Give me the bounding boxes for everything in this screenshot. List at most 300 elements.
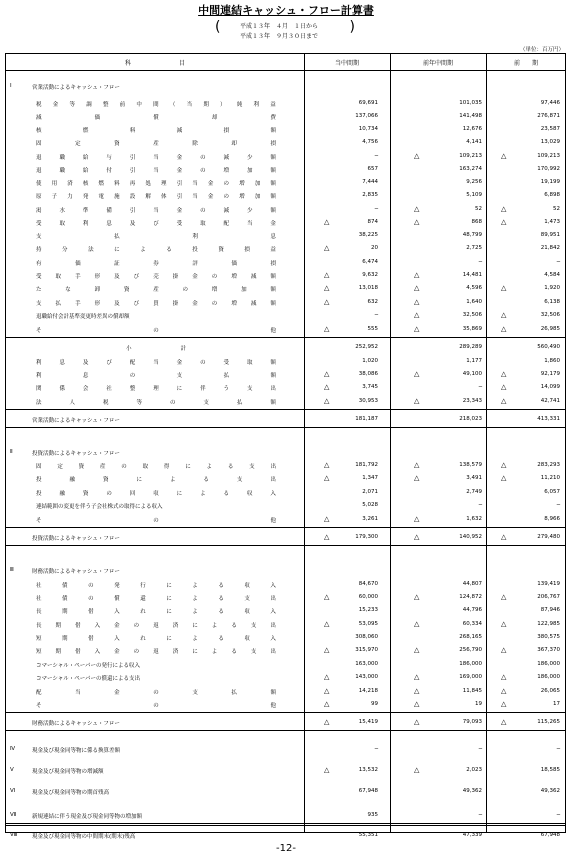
value-prev-interim: 32,506 (462, 312, 482, 318)
period-range (215, 19, 355, 43)
row-label: 社 債 の 償 還 に よ る 支 出 (36, 596, 276, 602)
value-current: 252,952 (355, 344, 378, 350)
table-row (6, 460, 565, 472)
value-prev-year: 170,992 (537, 166, 560, 172)
value-prev-interim: 101,035 (459, 100, 482, 106)
negative-triangle-icon: △ (501, 152, 507, 160)
row-label: 受 取 利 息 及 び 受 取 配 当 金 (36, 221, 276, 227)
negative-triangle-icon: △ (414, 533, 420, 541)
table-row (6, 124, 565, 136)
value-current: 38,225 (358, 232, 378, 238)
value-current: 14,218 (358, 688, 378, 694)
value-prev-year: ─ (556, 746, 560, 752)
value-prev-interim: 289,289 (459, 344, 482, 350)
value-prev-interim: 169,000 (459, 674, 482, 680)
value-current: 5,028 (362, 502, 378, 508)
table-row (6, 765, 565, 777)
negative-triangle-icon: △ (324, 218, 330, 226)
value-current: 13,532 (358, 767, 378, 773)
negative-triangle-icon: △ (324, 673, 330, 681)
section-number: Ⅳ (10, 746, 16, 752)
value-prev-interim: 14,481 (462, 272, 482, 278)
value-prev-year: 87,946 (540, 607, 560, 613)
value-prev-year: 17 (553, 701, 560, 707)
value-current: ─ (374, 746, 378, 752)
negative-triangle-icon: △ (501, 718, 507, 726)
negative-triangle-icon: △ (414, 152, 420, 160)
value-prev-year: 23,587 (540, 126, 560, 132)
row-label: 小 計 (126, 346, 186, 352)
value-prev-year: 560,490 (537, 344, 560, 350)
value-prev-interim: 1,632 (466, 516, 482, 522)
value-prev-year: 6,138 (544, 299, 560, 305)
value-current: 13,018 (358, 285, 378, 291)
negative-triangle-icon: △ (324, 474, 330, 482)
value-current: 30,953 (358, 398, 378, 404)
row-separator (6, 427, 565, 428)
value-prev-interim: 11,845 (462, 688, 482, 694)
table-row (6, 243, 565, 255)
table-row (6, 786, 565, 798)
value-current: 143,000 (355, 674, 378, 680)
value-prev-interim: 5,109 (466, 192, 482, 198)
table-row (6, 532, 565, 544)
value-prev-interim: ─ (478, 384, 482, 390)
row-label: 固 定 資 産 の 取 得 に よ る 支 出 (36, 464, 276, 470)
value-prev-interim: 35,869 (462, 326, 482, 332)
value-prev-year: 206,767 (537, 594, 560, 600)
row-label: 連結範囲の変更を伴う子会社株式の取得による収入 (36, 504, 163, 510)
value-current: ─ (374, 153, 378, 159)
negative-triangle-icon: △ (324, 700, 330, 708)
row-label: 財務活動によるキャッシュ・フロー (32, 721, 120, 727)
row-label: 税 金 等 調 整 前 中 間 （ 当 期 ） 純 利 益 (36, 102, 276, 108)
value-current: 60,000 (358, 594, 378, 600)
negative-triangle-icon: △ (414, 311, 420, 319)
table-row (6, 151, 565, 163)
table-row (6, 565, 565, 577)
value-current: 163,000 (355, 661, 378, 667)
value-prev-interim: 186,000 (459, 661, 482, 667)
value-prev-year: 279,480 (537, 534, 560, 540)
value-current: 555 (367, 326, 378, 332)
value-prev-year: 139,419 (537, 581, 560, 587)
value-current: 9,632 (362, 272, 378, 278)
table-row (6, 177, 565, 189)
header-subject: 科 目 (124, 60, 185, 67)
value-current: 10,734 (358, 126, 378, 132)
negative-triangle-icon: △ (501, 646, 507, 654)
row-label: 配 当 金 の 支 払 額 (36, 690, 276, 696)
negative-triangle-icon: △ (324, 461, 330, 469)
negative-triangle-icon: △ (324, 766, 330, 774)
value-current: 2,071 (362, 489, 378, 495)
row-label: 有 価 証 券 評 価 損 (36, 261, 276, 267)
row-label: 投資活動によるキャッシュ・フロー (32, 451, 120, 457)
value-prev-year: 97,446 (540, 100, 560, 106)
value-current: 15,233 (358, 607, 378, 613)
header-prev-interim: 前年中間期 (422, 60, 453, 67)
value-prev-interim: 23,343 (462, 398, 482, 404)
cash-flow-table (5, 53, 566, 840)
value-prev-year: 1,473 (544, 219, 560, 225)
table-row (6, 217, 565, 229)
row-label: 関 係 会 社 整 理 に 伴 う 支 出 (36, 386, 276, 392)
row-label: 現金及び現金同等物の中間期末(期末)残高 (32, 834, 136, 840)
row-label: 退 職 給 与 引 当 金 の 減 少 額 (36, 155, 276, 161)
row-label: コマーシャル・ペーパーの償還による支出 (36, 676, 141, 682)
table-row (6, 230, 565, 242)
value-prev-interim: 47,339 (462, 832, 482, 838)
value-current: 874 (367, 219, 378, 225)
value-prev-year: 19,199 (540, 179, 560, 185)
negative-triangle-icon: △ (414, 205, 420, 213)
negative-triangle-icon: △ (501, 325, 507, 333)
table-row (6, 342, 565, 354)
negative-triangle-icon: △ (501, 461, 507, 469)
value-prev-interim: 44,796 (462, 607, 482, 613)
value-prev-year: 283,293 (537, 462, 560, 468)
value-current: 20 (371, 245, 378, 251)
negative-triangle-icon: △ (501, 474, 507, 482)
value-prev-year: 1,860 (544, 358, 560, 364)
row-label: 現金及び現金同等物に係る換算差額 (32, 748, 121, 754)
value-current: 1,347 (362, 475, 378, 481)
row-label: 投資活動によるキャッシュ・フロー (32, 536, 120, 542)
value-current: 3,745 (362, 384, 378, 390)
value-prev-year: 13,029 (540, 139, 560, 145)
table-row (6, 81, 565, 93)
row-label: そ の 他 (36, 518, 276, 524)
value-prev-interim: 4,596 (466, 285, 482, 291)
value-current: 84,670 (358, 581, 378, 587)
negative-triangle-icon: △ (501, 687, 507, 695)
value-current: 2,835 (362, 192, 378, 198)
negative-triangle-icon: △ (324, 370, 330, 378)
section-number: Ⅵ (10, 788, 16, 794)
row-separator (6, 337, 565, 338)
section-number: Ⅶ (10, 812, 17, 818)
value-prev-year: 186,000 (537, 661, 560, 667)
row-label: 新規連結に伴う現金及び現金同等物の増加額 (32, 814, 143, 820)
value-prev-interim: 138,579 (459, 462, 482, 468)
negative-triangle-icon: △ (324, 533, 330, 541)
row-label: 持 分 法 に よ る 投 資 損 益 (36, 247, 276, 253)
negative-triangle-icon: △ (501, 218, 507, 226)
negative-triangle-icon: △ (414, 718, 420, 726)
value-current: 137,066 (355, 113, 378, 119)
table-row (6, 369, 565, 381)
value-prev-year: 42,741 (540, 398, 560, 404)
value-prev-interim: 140,952 (459, 534, 482, 540)
row-label: 使 用 済 核 燃 料 再 処 理 引 当 金 の 増 加 額 (36, 181, 276, 187)
value-prev-year: 67,948 (540, 832, 560, 838)
value-current: 181,187 (355, 416, 378, 422)
value-prev-interim: 141,498 (459, 113, 482, 119)
value-prev-year: 109,213 (537, 153, 560, 159)
page-title: 中間連結キャッシュ・フロー計算書 (198, 4, 374, 17)
value-prev-year: 8,966 (544, 516, 560, 522)
header-current: 当中間期 (334, 60, 359, 67)
row-label: 現金及び現金同等物の期首残高 (32, 790, 110, 796)
table-row (6, 645, 565, 657)
row-separator (6, 409, 565, 410)
row-label: 営業活動によるキャッシュ・フロー (32, 418, 120, 424)
table-row (6, 356, 565, 368)
value-prev-interim: 868 (471, 219, 482, 225)
value-current: 308,060 (355, 634, 378, 640)
negative-triangle-icon: △ (501, 370, 507, 378)
value-prev-interim: 268,165 (459, 634, 482, 640)
table-row (6, 414, 565, 426)
row-label: コマーシャル・ペーパーの発行による収入 (36, 663, 141, 669)
negative-triangle-icon: △ (501, 397, 507, 405)
table-row (6, 605, 565, 617)
value-prev-interim: 48,799 (462, 232, 482, 238)
value-prev-interim: ─ (478, 746, 482, 752)
negative-triangle-icon: △ (414, 620, 420, 628)
table-row (6, 592, 565, 604)
row-label: 利 息 及 び 配 当 金 の 受 取 額 (36, 360, 276, 366)
negative-triangle-icon: △ (324, 593, 330, 601)
negative-triangle-icon: △ (324, 620, 330, 628)
value-prev-interim: 163,274 (459, 166, 482, 172)
row-label: 支 払 手 形 及 び 買 掛 金 の 増 減 額 (36, 301, 276, 307)
table-header (6, 54, 565, 71)
table-row (6, 190, 565, 202)
unit-note: （単位：百万円） (519, 47, 564, 53)
value-prev-year: ─ (556, 502, 560, 508)
row-label: 利 息 の 支 払 額 (36, 373, 276, 379)
row-label: 核 燃 料 減 損 額 (36, 128, 276, 134)
negative-triangle-icon: △ (324, 325, 330, 333)
value-prev-year: 52 (553, 206, 560, 212)
negative-triangle-icon: △ (414, 515, 420, 523)
row-label: 現金及び現金同等物の増減額 (32, 769, 104, 775)
row-label: 減 価 償 却 費 (36, 115, 276, 121)
row-label: た な 卸 資 産 の 増 加 額 (36, 287, 276, 293)
negative-triangle-icon: △ (324, 718, 330, 726)
page-number: -12- (276, 843, 296, 854)
negative-triangle-icon: △ (414, 218, 420, 226)
negative-triangle-icon: △ (501, 593, 507, 601)
negative-triangle-icon: △ (501, 383, 507, 391)
negative-triangle-icon: △ (414, 700, 420, 708)
table-row (6, 717, 565, 729)
section-number: Ⅰ (10, 83, 12, 89)
row-label: 財務活動によるキャッシュ・フロー (32, 569, 120, 575)
value-prev-year: 6,898 (544, 192, 560, 198)
value-prev-year: 122,985 (537, 621, 560, 627)
row-separator (6, 545, 565, 546)
period-start: 平成１３年 ４月 １日から (240, 23, 319, 30)
value-prev-interim: 44,807 (462, 581, 482, 587)
value-current: 53,095 (358, 621, 378, 627)
row-label: 固 定 資 産 除 却 損 (36, 141, 276, 147)
value-prev-interim: 256,790 (459, 647, 482, 653)
value-current: 1,020 (362, 358, 378, 364)
row-label: そ の 他 (36, 703, 276, 709)
value-prev-year: 6,057 (544, 489, 560, 495)
value-current: 99 (371, 701, 378, 707)
negative-triangle-icon: △ (414, 646, 420, 654)
value-prev-year: 26,985 (540, 326, 560, 332)
value-prev-year: 11,210 (540, 475, 560, 481)
negative-triangle-icon: △ (501, 284, 507, 292)
value-current: 3,261 (362, 516, 378, 522)
negative-triangle-icon: △ (414, 271, 420, 279)
negative-triangle-icon: △ (324, 298, 330, 306)
table-row (6, 111, 565, 123)
negative-triangle-icon: △ (414, 687, 420, 695)
row-separator (6, 823, 565, 826)
row-label: 社 債 の 発 行 に よ る 収 入 (36, 583, 276, 589)
negative-triangle-icon: △ (324, 271, 330, 279)
table-row (6, 514, 565, 526)
value-prev-year: 92,179 (540, 371, 560, 377)
row-separator (6, 730, 565, 731)
value-prev-interim: ─ (478, 259, 482, 265)
value-prev-year: 1,920 (544, 285, 560, 291)
value-prev-interim: 4,141 (466, 139, 482, 145)
value-prev-year: 32,506 (540, 312, 560, 318)
value-prev-year: 413,331 (537, 416, 560, 422)
value-prev-interim: 60,334 (462, 621, 482, 627)
row-separator (6, 712, 565, 713)
row-separator (6, 527, 565, 528)
table-row (6, 297, 565, 309)
table-row (6, 164, 565, 176)
row-label: 法 人 税 等 の 支 払 額 (36, 400, 276, 406)
negative-triangle-icon: △ (414, 284, 420, 292)
row-label: 長 期 借 入 金 の 返 済 に よ る 支 出 (36, 623, 276, 629)
negative-triangle-icon: △ (324, 244, 330, 252)
value-current: 6,474 (362, 259, 378, 265)
value-current: 4,756 (362, 139, 378, 145)
table-row (6, 204, 565, 216)
negative-triangle-icon: △ (501, 620, 507, 628)
section-number: Ⅷ (10, 832, 18, 838)
row-label: 長 期 借 入 れ に よ る 収 入 (36, 609, 276, 615)
row-label: 投 融 資 に よ る 支 出 (36, 477, 276, 483)
section-number: Ⅱ (10, 449, 13, 455)
value-prev-year: 21,842 (540, 245, 560, 251)
negative-triangle-icon: △ (414, 461, 420, 469)
value-current: ─ (374, 312, 378, 318)
table-row (6, 396, 565, 408)
value-prev-interim: 218,023 (459, 416, 482, 422)
value-current: 69,691 (358, 100, 378, 106)
row-label: 退 職 給 付 引 当 金 の 増 加 額 (36, 168, 276, 174)
value-prev-interim: 1,640 (466, 299, 482, 305)
value-current: 67,948 (358, 788, 378, 794)
value-current: ─ (374, 206, 378, 212)
row-label: 短 期 借 入 金 の 返 済 に よ る 支 出 (36, 649, 276, 655)
value-current: 38,086 (358, 371, 378, 377)
negative-triangle-icon: △ (414, 673, 420, 681)
negative-triangle-icon: △ (501, 700, 507, 708)
negative-triangle-icon: △ (324, 515, 330, 523)
row-label: 支 払 利 息 (36, 234, 276, 240)
table-row (6, 98, 565, 110)
negative-triangle-icon: △ (414, 474, 420, 482)
table-row (6, 686, 565, 698)
row-label: 短 期 借 入 れ に よ る 収 入 (36, 636, 276, 642)
table-row (6, 324, 565, 336)
value-prev-interim: 109,213 (459, 153, 482, 159)
value-prev-interim: 52 (475, 206, 482, 212)
value-prev-year: 18,585 (540, 767, 560, 773)
negative-triangle-icon: △ (324, 646, 330, 654)
value-prev-interim: 12,676 (462, 126, 482, 132)
value-current: 179,300 (355, 534, 378, 540)
row-label: そ の 他 (36, 328, 276, 334)
value-prev-year: 186,000 (537, 674, 560, 680)
table-row (6, 310, 565, 322)
row-label: 営業活動によるキャッシュ・フロー (32, 85, 120, 91)
section-number: Ⅲ (10, 567, 14, 573)
value-prev-interim: 49,100 (462, 371, 482, 377)
table-row (6, 619, 565, 631)
table-row (6, 659, 565, 671)
table-row (6, 137, 565, 149)
table-row (6, 810, 565, 822)
table-row (6, 632, 565, 644)
table-row (6, 382, 565, 394)
value-prev-year: 367,370 (537, 647, 560, 653)
value-prev-interim: 2,749 (466, 489, 482, 495)
value-prev-interim: 49,362 (462, 788, 482, 794)
section-number: Ⅴ (10, 767, 14, 773)
value-prev-year: 26,065 (540, 688, 560, 694)
row-label: 原 子 力 発 電 施 設 解 体 引 当 金 の 増 加 額 (36, 194, 276, 200)
table-row (6, 283, 565, 295)
period-end: 平成１３年 ９月３０日まで (240, 33, 319, 40)
table-row (6, 830, 565, 842)
negative-triangle-icon: △ (324, 687, 330, 695)
value-current: 7,444 (362, 179, 378, 185)
table-row (6, 744, 565, 756)
negative-triangle-icon: △ (414, 325, 420, 333)
value-prev-interim: 3,491 (466, 475, 482, 481)
value-prev-year: 49,362 (540, 788, 560, 794)
value-prev-year: 115,265 (537, 719, 560, 725)
value-current: 935 (367, 812, 378, 818)
negative-triangle-icon: △ (324, 383, 330, 391)
negative-triangle-icon: △ (324, 284, 330, 292)
value-current: 55,351 (358, 832, 378, 838)
value-prev-year: 380,575 (537, 634, 560, 640)
value-prev-year: 276,871 (537, 113, 560, 119)
negative-triangle-icon: △ (501, 311, 507, 319)
value-prev-interim: 1,177 (466, 358, 482, 364)
table-row (6, 579, 565, 591)
value-prev-year: 89,951 (540, 232, 560, 238)
row-label: 受 取 手 形 及 び 売 掛 金 の 増 減 額 (36, 274, 276, 280)
negative-triangle-icon: △ (324, 397, 330, 405)
value-prev-interim: 79,093 (462, 719, 482, 725)
table-row (6, 672, 565, 684)
value-prev-interim: 19 (475, 701, 482, 707)
negative-triangle-icon: △ (501, 205, 507, 213)
table-row (6, 699, 565, 711)
value-current: 315,970 (355, 647, 378, 653)
value-prev-year: ─ (556, 812, 560, 818)
negative-triangle-icon: △ (501, 673, 507, 681)
row-label: 退職給付会計基準変更時差異の償却額 (36, 314, 130, 320)
row-label: 投 融 資 の 回 収 に よ る 収 入 (36, 491, 276, 497)
negative-triangle-icon: △ (414, 593, 420, 601)
